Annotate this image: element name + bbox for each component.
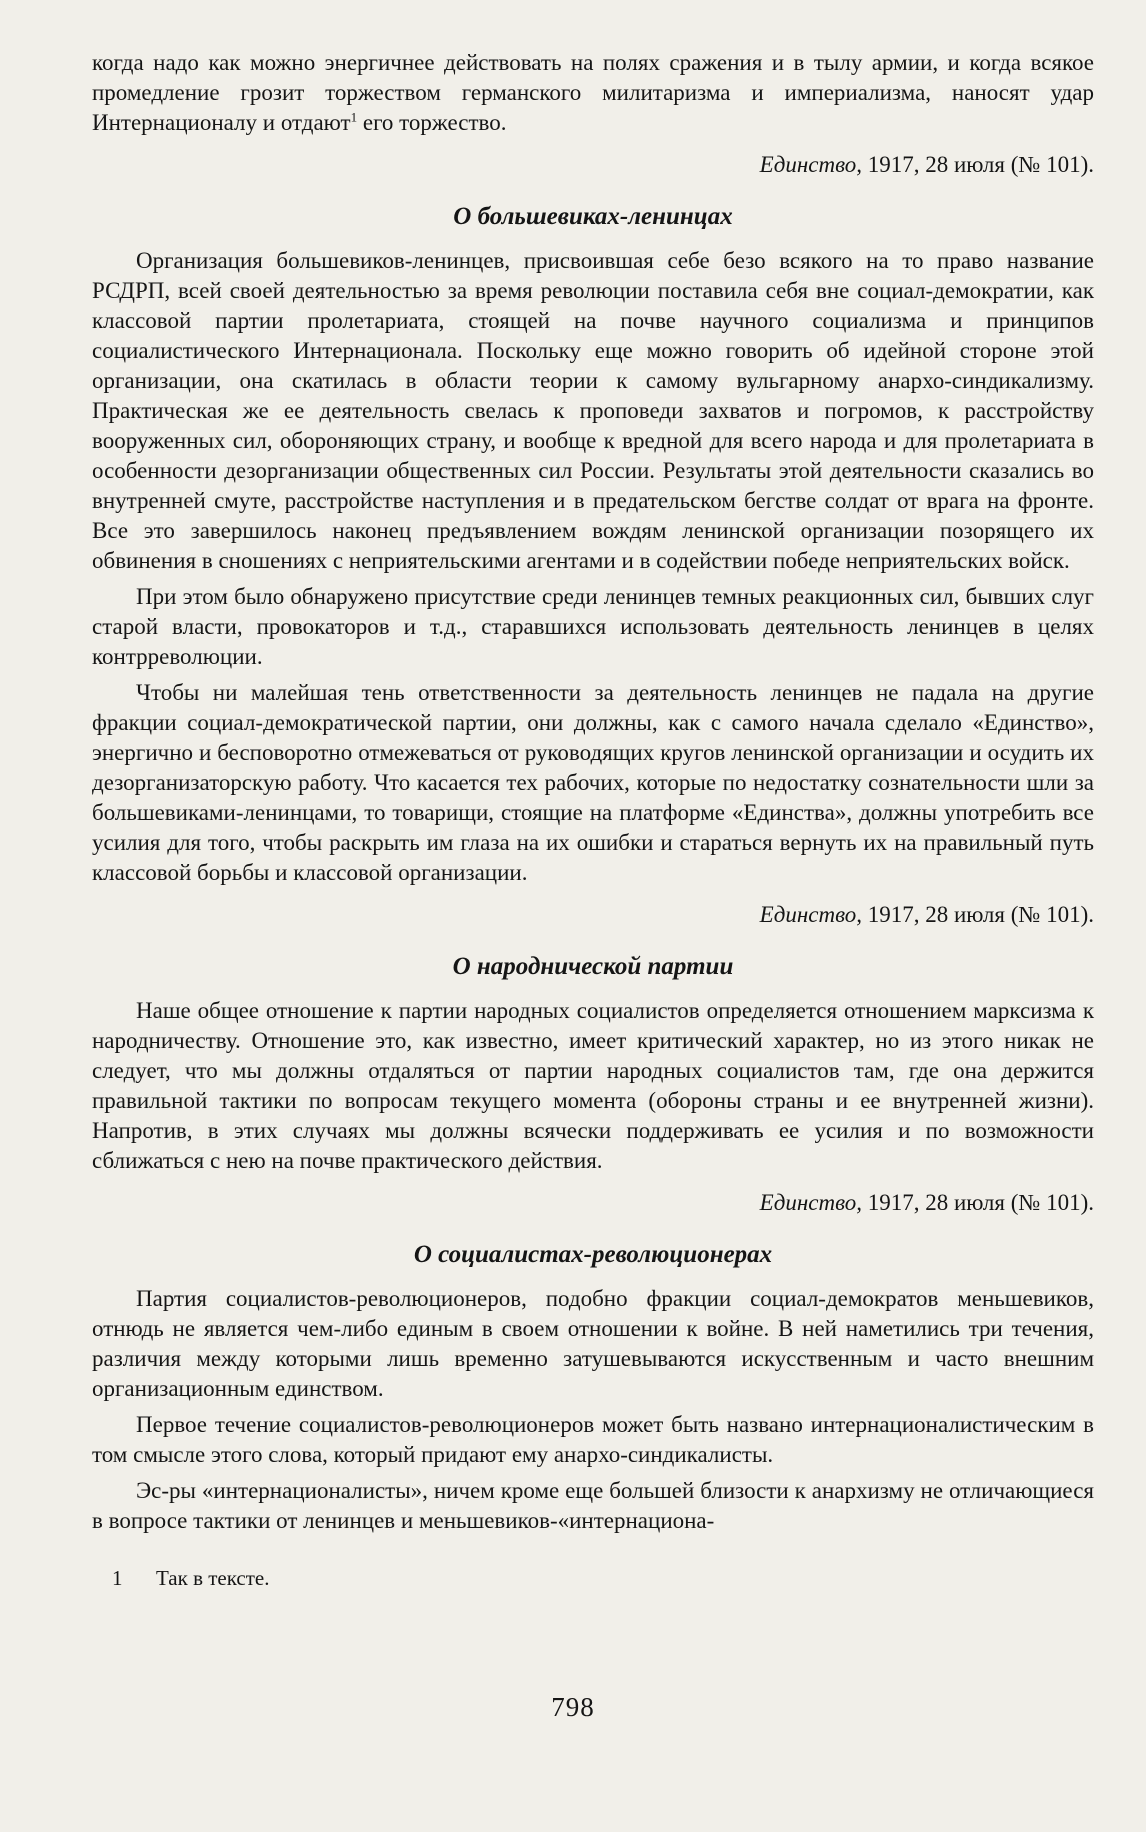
paragraph: Первое течение социалистов-революционеров может быть названо интернационалистическим в том смысле этого слова, который придают ему анархо-синдикалисты. <box>92 1412 1094 1467</box>
paragraph: Наше общее отношение к партии народных социалистов определяется отношением марксизма к народничеству. Отношение это, как известно, имеет критический характер, но из этого никак не следует, что мы должны отдаляться от партии народных социалистов там, где она держится правильной тактики по вопросам текущего момента (обороны страны и ее внутренней жизни). Напротив, в этих случаях мы должны всячески поддерживать ее усилия и по возможности сближаться с нею на почве практического действия. <box>92 998 1094 1173</box>
footnote-reference[interactable]: 1 <box>350 109 358 125</box>
footnote-number: 1 <box>112 1566 123 1590</box>
paragraph-text-end: его торжество. <box>357 110 507 135</box>
source-citation: Единство, 1917, 28 июля (№ 101). <box>759 1190 1094 1215</box>
footnote <box>92 1564 1094 1592</box>
paragraph: Эс-ры «интернационалисты», ничем кроме еще большей близости к анархизму не отличающиеся в вопросе тактики от ленинцев и меньшевиков-«интернациона- <box>92 1478 1094 1533</box>
section-title-narodniki: О народнической партии <box>452 953 734 980</box>
section-title-bolsheviks: О большевиках-ленинцах <box>453 203 733 230</box>
page-number: 798 <box>551 1692 595 1722</box>
paragraph-text: когда надо как можно энергичнее действовать на полях сражения и в тылу армии, и когда всякое промедление грозит торжеством германского милитаризма и империализма, наносят удар Интернационалу и отдают <box>92 50 1094 135</box>
footnote-text: Так в тексте. <box>156 1566 270 1590</box>
section-title-socialist-revolutionaries: О социалистах-революционерах <box>413 1241 773 1268</box>
paragraph: Организация большевиков-ленинцев, присвоившая себе безо всякого на то право название РСДРП, всей своей деятельностью за время революции поставила себя вне социал-демократии, как классовой партии пролетариата, стоящей на почве научного социализма и принципов социалистического Интернационала. Поскольку еще можно говорить об идейной стороне этой организации, она скатилась в области теории к самому вульгарному анархо-синдикализму. Практическая же ее деятельность свелась к проповеди захватов и погромов, к расстройству вооруженных сил, обороняющих страну, и вообще к вредной для всего народа и для пролетариата в особенности дезорганизации общественных сил России. Результаты этой деятельности сказались во внутренней смуте, расстройстве наступления и в предательском бегстве солдат от врага на фронте. Все это завершилось наконец предъявлением вождям ленинской организации позорящего их обвинения в сношениях с неприятельскими агентами и в содействии победе неприятельских войск. <box>92 248 1094 573</box>
source-citation: Единство, 1917, 28 июля (№ 101). <box>759 902 1094 927</box>
paragraph: Партия социалистов-революционеров, подобно фракции социал-демократов меньшевиков, отнюдь не является чем-либо единым в своем отношении к войне. В ней наметились три течения, различия между которыми лишь временно затушевываются искусственным и часто внешним организационным единством. <box>92 1286 1094 1401</box>
paragraph: Чтобы ни малейшая тень ответственности за деятельность ленинцев не падала на другие фракции социал-демократической партии, они должны, как с самого начала сделало «Единство», энергично и бесповоротно отмежеваться от руководящих кругов ленинской организации и осудить их дезорганизаторскую работу. Что касается тех рабочих, которые по недостатку сознательности шли за большевиками-ленинцами, то товарищи, стоящие на платформе «Единства», должны употребить все усилия для того, чтобы раскрыть им глаза на их ошибки и стараться вернуть их на правильный путь классовой борьбы и классовой организации. <box>92 680 1094 885</box>
source-citation: Единство, 1917, 28 июля (№ 101). <box>759 152 1094 177</box>
paragraph-continued <box>92 48 1094 138</box>
paragraph: При этом было обнаружено присутствие среди ленинцев темных реакционных сил, бывших слуг старой власти, провокаторов и т.д., старавшихся использовать деятельность ленинцев в целях контрреволюции. <box>92 584 1094 669</box>
